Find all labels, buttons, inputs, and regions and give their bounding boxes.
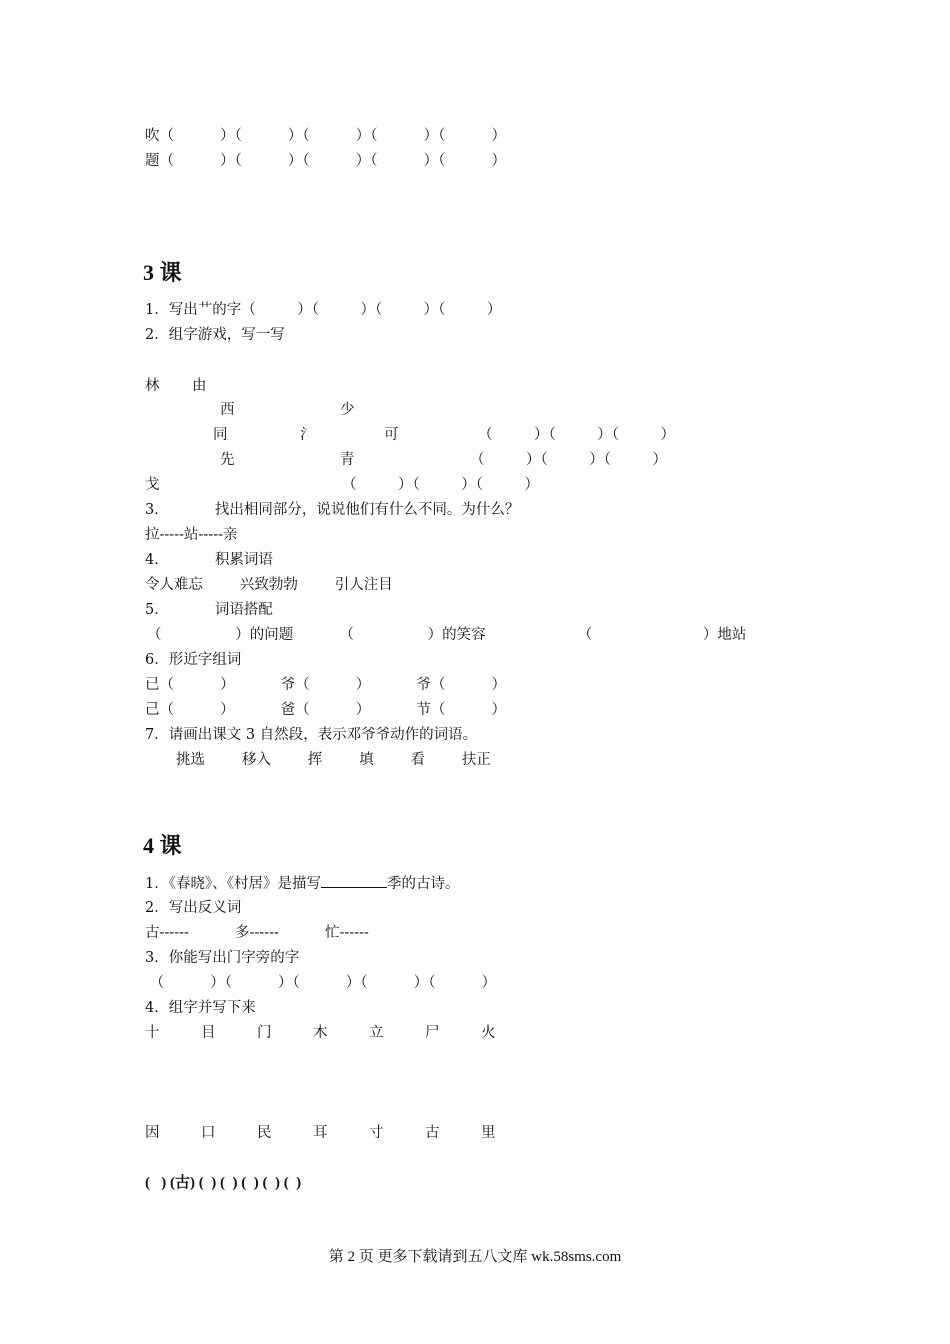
char-xian: 先 — [220, 452, 235, 468]
combine-char: 寸 — [369, 1125, 384, 1141]
lesson-3-heading: 3 课 — [143, 260, 182, 285]
char-tong: 同 — [213, 427, 228, 443]
lesson3-q5-line: （ ）的问题 （ ）的笑容 （ ）地站 — [147, 627, 747, 643]
combine-char: 木 — [313, 1025, 328, 1041]
combine-answer-row: ( ) (古) ( ) ( ) ( ) ( ) ( ) — [145, 1175, 302, 1191]
lesson4-q3-line: （ ）（ ）（ ）（ ）（ ） — [145, 975, 497, 991]
lesson3-q5: 5． 词语搭配 — [145, 602, 273, 618]
char-ge: 戈 — [145, 477, 160, 493]
combine-char: 火 — [481, 1025, 496, 1041]
lesson4-q2: 2．写出反义词 — [145, 900, 242, 916]
combine-char: 耳 — [313, 1125, 328, 1141]
lesson3-q4: 4． 积累词语 — [145, 552, 273, 568]
combine-char: 尸 — [425, 1025, 440, 1041]
paren-row-2: （ ）（ ）（ ） — [470, 452, 667, 468]
lesson3-q3: 3． 找出相同部分，说说他们有什么不同。为什么？ — [145, 502, 520, 518]
paren-row-3: （ ）（ ）（ ） — [342, 477, 539, 493]
combine-char: 十 — [145, 1025, 160, 1041]
lesson3-q2: 2．组字游戏，写一写 — [145, 327, 285, 343]
char-qing: 青 — [340, 452, 355, 468]
combine-char: 民 — [257, 1125, 272, 1141]
lesson4-q3: 3．你能写出门字旁的字 — [145, 950, 300, 966]
combine-char: 立 — [369, 1025, 384, 1041]
combine-char: 古 — [425, 1125, 440, 1141]
combine-char: 口 — [201, 1125, 216, 1141]
lesson-4-heading: 4 课 — [143, 833, 182, 858]
char-lin: 林 — [145, 378, 160, 394]
lesson3-q6-row1: 已（ ） 爷（ ） 爷（ ） — [145, 677, 506, 693]
lesson3-q1: 1．写出艹的字（ ）（ ）（ ）（ ） — [145, 302, 502, 318]
fill-blank[interactable] — [321, 873, 387, 888]
char-shao: 少 — [340, 402, 355, 418]
combine-char: 目 — [201, 1025, 216, 1041]
lesson4-q1 — [145, 873, 459, 894]
char-you: 由 — [192, 378, 207, 394]
chui-row: 吹（ ）（ ）（ ）（ ）（ ） — [145, 128, 506, 144]
radical-shui: 氵 — [300, 427, 315, 443]
lesson3-q7-words: 挑选 移入 挥 填 看 扶正 — [176, 752, 491, 768]
lesson4-q1-suffix: 季的古诗。 — [386, 876, 460, 892]
lesson3-q6: 6．形近字组词 — [145, 652, 242, 668]
lesson3-q7: 7．请画出课文 3 自然段，表示邓爷爷动作的词语。 — [145, 727, 478, 743]
ti-row: 题（ ）（ ）（ ）（ ）（ ） — [145, 153, 506, 169]
paren-row-1: （ ）（ ）（ ） — [478, 427, 675, 443]
lesson4-q1-prefix: 1．《春晓》、《村居》是描写 — [145, 876, 321, 892]
lesson3-q6-row2: 己（ ） 爸（ ） 节（ ） — [145, 702, 506, 718]
char-ke: 可 — [384, 427, 399, 443]
combine-char: 因 — [145, 1125, 160, 1141]
lesson4-q4: 4．组字并写下来 — [145, 1000, 256, 1016]
lesson3-q4-words: 令人难忘 兴致勃勃 引人注目 — [145, 577, 393, 593]
lesson3-q3-answer: 拉-----站-----亲 — [145, 527, 238, 543]
lesson4-q2-answer: 古------ 多------ 忙------ — [145, 925, 369, 941]
page-footer: 第 2 页 更多下载请到五八文库 wk.58sms.com — [328, 1249, 622, 1265]
combine-char: 里 — [481, 1125, 496, 1141]
combine-char: 门 — [257, 1025, 272, 1041]
char-xi: 西 — [220, 402, 235, 418]
